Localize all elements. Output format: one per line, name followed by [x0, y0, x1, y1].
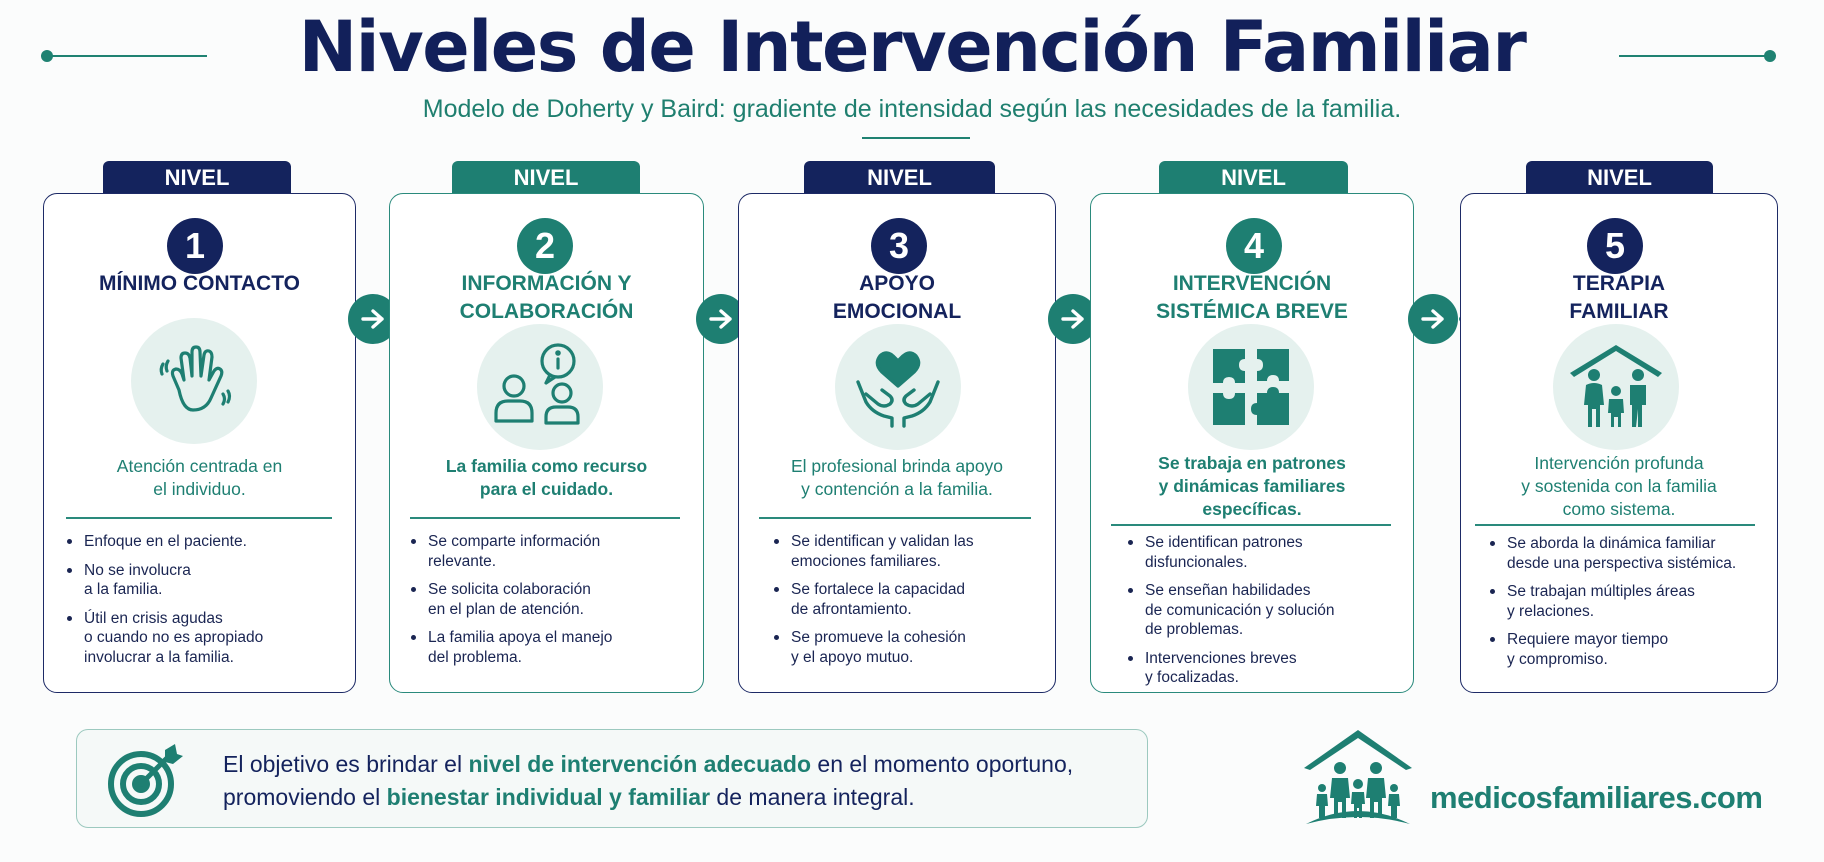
level-1-title: MÍNIMO CONTACTO: [98, 272, 301, 295]
level-1-bullet: Enfoque en el paciente.: [66, 532, 346, 552]
level-5-bullet: Requiere mayor tiempo y compromiso.: [1489, 630, 1774, 669]
level-3-bullets: [773, 532, 1048, 676]
arrow-right-icon: [1408, 294, 1458, 344]
page-subtitle: Modelo de Doherty y Baird: gradiente de intensidad según las necesidades de la familia.: [422, 95, 1402, 123]
level-4-card: [1090, 193, 1414, 693]
level-4-bullets: [1127, 533, 1407, 697]
level-5-bullet: Se trabajan múltiples áreas y relaciones.: [1489, 582, 1774, 621]
footer-objective-text: [223, 748, 1073, 814]
footer-highlight: bienestar individual y familiar: [386, 784, 711, 810]
level-2-divider: [410, 517, 680, 519]
level-2-bullet: Se solicita colaboración en el plan de atención.: [410, 580, 695, 619]
level-5-description: Intervención profunda y sostenida con la familia como sistema.: [1521, 453, 1717, 519]
footer-objective-box: [76, 729, 1148, 828]
hands-heart-icon: [835, 324, 961, 450]
level-1-description: Atención centrada en el individuo.: [116, 456, 283, 499]
level-2-title: INFORMACIÓN Y COLABORACIÓN: [459, 272, 634, 323]
level-1-bullet: Útil en crisis agudas o cuando no es apropiado involucrar a la familia.: [66, 609, 346, 668]
level-4-number: 4: [1226, 218, 1282, 274]
target-icon: [105, 740, 185, 825]
level-4-title: INTERVENCIÓN SISTÉMICA BREVE: [1156, 272, 1348, 323]
level-4-bullet: Se identifican patrones disfuncionales.: [1127, 533, 1407, 572]
footer-text-part: promoviendo el: [223, 784, 387, 810]
level-3-bullet: Se fortalece la capacidad de afrontamiento.: [773, 580, 1048, 619]
level-5-tab: NIVEL: [1526, 161, 1713, 195]
level-5-bullets: [1489, 534, 1774, 678]
footer-text-part: en el momento oportuno,: [811, 751, 1074, 777]
level-2-bullet: Se comparte información relevante.: [410, 532, 695, 571]
level-1-divider: [66, 517, 332, 519]
level-3-description: El profesional brinda apoyo y contención a la familia.: [790, 456, 1004, 499]
level-2-bullet: La familia apoya el manejo del problema.: [410, 628, 695, 667]
level-3-card: [738, 193, 1056, 693]
level-3-title: APOYO EMOCIONAL: [832, 272, 962, 323]
level-5-bullet: Se aborda la dinámica familiar desde una perspectiva sistémica.: [1489, 534, 1774, 573]
level-3-tab: NIVEL: [804, 161, 995, 195]
puzzle-icon: [1188, 324, 1314, 450]
level-4-tab: NIVEL: [1159, 161, 1348, 195]
page-title: Niveles de Intervención Familiar: [298, 6, 1526, 88]
level-1-bullet: No se involucra a la familia.: [66, 561, 346, 600]
level-4-bullet: Se enseñan habilidades de comunicación y solución de problemas.: [1127, 581, 1407, 640]
waving-hand-icon: [131, 318, 257, 444]
level-3-bullet: Se identifican y validan las emociones familiares.: [773, 532, 1048, 571]
subtitle-underline: [862, 137, 970, 139]
footer-highlight: nivel de intervención adecuado: [468, 751, 812, 777]
level-1-card: [43, 193, 356, 693]
level-1-tab: NIVEL: [103, 161, 291, 195]
level-1-number: 1: [167, 218, 223, 274]
level-5-divider: [1475, 524, 1755, 526]
level-3-bullet: Se promueve la cohesión y el apoyo mutuo.: [773, 628, 1048, 667]
level-4-description: Se trabaja en patrones y dinámicas familiares específicas.: [1158, 453, 1346, 519]
level-3-number: 3: [871, 218, 927, 274]
level-1-bullets: [66, 532, 346, 676]
people-info-icon: [477, 324, 603, 450]
footer-text-part: El objetivo es brindar el: [223, 751, 469, 777]
level-4-bullet: Intervenciones breves y focalizadas.: [1127, 649, 1407, 688]
level-2-number: 2: [517, 218, 573, 274]
level-4-divider: [1111, 524, 1391, 526]
house-family-logo-icon: [1300, 726, 1416, 837]
level-2-card: [389, 193, 704, 693]
footer-text-part: de manera integral.: [710, 784, 915, 810]
brand-name[interactable]: medicosfamiliares.com: [1430, 780, 1763, 815]
level-3-divider: [759, 517, 1031, 519]
level-2-description: La familia como recurso para el cuidado.: [445, 456, 648, 499]
level-5-number: 5: [1587, 218, 1643, 274]
family-house-icon: [1553, 324, 1679, 450]
level-2-bullets: [410, 532, 695, 676]
level-5-card: [1460, 193, 1778, 693]
level-2-tab: NIVEL: [452, 161, 640, 195]
level-5-title: TERAPIA FAMILIAR: [1569, 272, 1669, 323]
